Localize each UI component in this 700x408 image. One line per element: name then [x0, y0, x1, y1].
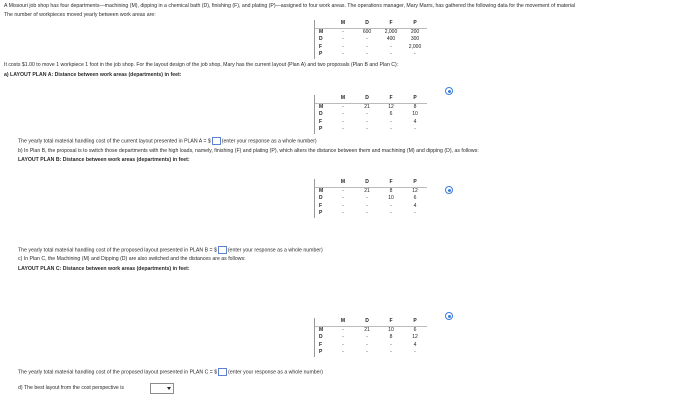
plan-a-answer-input[interactable]	[212, 137, 221, 145]
matrix-cell: -	[342, 334, 344, 341]
matrix-table	[315, 95, 427, 134]
matrix-cell: -	[342, 111, 344, 118]
matrix-cell: -	[342, 202, 344, 209]
matrix-row-label: D	[319, 36, 323, 43]
matrix-cell: 10	[412, 111, 418, 118]
matrix-cell: 12	[412, 187, 418, 194]
plan-c-answer-prefix: The yearly total material handling cost of the proposed layout presented in PLAN C = $	[18, 369, 218, 376]
plan-b-answer-input[interactable]	[218, 246, 227, 254]
matrix-col-header: F	[379, 318, 403, 326]
help-icon[interactable]	[445, 186, 453, 194]
matrix-row-label: F	[319, 43, 323, 50]
matrix-col-header: D	[355, 179, 379, 187]
plan-c-answer-input[interactable]	[218, 368, 227, 376]
plan-c-title: LAYOUT PLAN C: Distance between work areas (departments) in feet:	[18, 266, 190, 272]
matrix-row	[315, 349, 427, 357]
plan-a-answer-prefix: The yearly total material handling cost of the current layout presented in PLAN A = $	[18, 138, 211, 145]
plan-d-label: d) The best layout from the cost perspective is	[18, 385, 125, 391]
matrix-row-label: M	[319, 103, 324, 110]
matrix-header-row	[315, 95, 427, 103]
matrix-cell: 400	[386, 36, 396, 43]
intro-line-1: A Missouri job shop has four departments—machining (M), dipping in a chemical bath (D), finishing (F), and plating (P)—assigned to four work areas. The operations manager, Mary Marrs, has gathered the following data for the movement of material	[4, 3, 576, 9]
matrix-header-row	[315, 318, 427, 326]
matrix-cell: -	[414, 210, 416, 217]
plan-c-matrix	[314, 318, 427, 357]
matrix-col-header: P	[403, 95, 427, 103]
matrix-cell: -	[390, 349, 392, 356]
matrix-row	[315, 28, 427, 36]
matrix-row	[315, 103, 427, 111]
matrix-cell: -	[342, 103, 344, 110]
plan-b-answer-hint: (enter your response as a whole number)	[227, 247, 323, 254]
matrix-row-label: M	[319, 326, 324, 333]
plan-b-desc: b) In Plan B, the proposal is to switch those departments with the high loads, namely, finishing (F) and plating (P), which alters the distance between them and machining (M) and dipping (D), as follows:	[18, 148, 479, 154]
matrix-row-label: D	[319, 195, 323, 202]
matrix-col-header: D	[355, 318, 379, 326]
matrix-cell: 4	[413, 118, 417, 125]
plan-a-matrix	[314, 95, 427, 134]
matrix-cell: -	[390, 51, 392, 58]
matrix-cell: 21	[364, 103, 370, 110]
matrix-row-label: F	[319, 118, 323, 125]
matrix-cell: 6	[389, 111, 393, 118]
matrix-col-header: P	[403, 179, 427, 187]
matrix-cell: 21	[364, 187, 370, 194]
matrix-cell: 8	[389, 334, 393, 341]
matrix-cell: 8	[413, 103, 417, 110]
matrix-col-header: F	[379, 179, 403, 187]
matrix-cell: 6	[413, 326, 417, 333]
matrix-table	[315, 318, 427, 357]
matrix-cell: -	[390, 118, 392, 125]
matrix-cell: -	[390, 210, 392, 217]
matrix-row	[315, 195, 427, 203]
matrix-cell: -	[366, 210, 368, 217]
matrix-cell: -	[366, 43, 368, 50]
matrix-cell: 600	[362, 28, 372, 35]
flow-matrix	[314, 20, 427, 59]
matrix-cell: -	[366, 118, 368, 125]
matrix-row-label: P	[319, 210, 323, 217]
matrix-row-label: D	[319, 334, 323, 341]
matrix-cell: 300	[410, 36, 420, 43]
matrix-cell: 6	[413, 195, 417, 202]
matrix-corner	[315, 95, 331, 103]
plan-a-answer-line	[18, 137, 317, 145]
matrix-col-header: P	[403, 318, 427, 326]
matrix-row	[315, 342, 427, 350]
matrix-cell: 200	[410, 28, 420, 35]
plan-b-answer-prefix: The yearly total material handling cost of the proposed layout presented in PLAN B = $	[18, 247, 217, 254]
matrix-cell: -	[342, 341, 344, 348]
matrix-row-label: F	[319, 202, 323, 209]
matrix-col-header: M	[331, 95, 355, 103]
matrix-row	[315, 210, 427, 218]
matrix-cell: 21	[364, 326, 370, 333]
matrix-cell: -	[342, 349, 344, 356]
matrix-row-label: D	[319, 111, 323, 118]
matrix-cell: -	[414, 349, 416, 356]
matrix-cell: -	[366, 111, 368, 118]
matrix-row-label: P	[319, 126, 323, 133]
matrix-row	[315, 126, 427, 134]
matrix-cell: 8	[389, 187, 393, 194]
matrix-row	[315, 36, 427, 44]
best-layout-dropdown[interactable]	[150, 383, 174, 394]
matrix-cell: -	[342, 118, 344, 125]
matrix-col-header: D	[355, 20, 379, 28]
matrix-cell: 10	[388, 326, 394, 333]
matrix-corner	[315, 318, 331, 326]
matrix-cell: 12	[412, 334, 418, 341]
matrix-col-header: M	[331, 179, 355, 187]
matrix-cell: -	[390, 43, 392, 50]
matrix-cell: -	[366, 195, 368, 202]
matrix-row	[315, 111, 427, 119]
help-icon[interactable]	[445, 87, 453, 95]
cost-note: It costs $1.00 to move 1 workpiece 1 foot in the job shop. For the layout design of the job shop, Mary has the current layout (Plan A) and two proposals (Plan B and Plan C):	[4, 62, 399, 68]
matrix-table	[315, 179, 427, 218]
plan-b-answer-line	[18, 246, 323, 254]
matrix-row-label: P	[319, 51, 323, 58]
matrix-cell: -	[414, 126, 416, 133]
intro-line-2: The number of workpieces moved yearly between work areas are:	[4, 12, 156, 18]
matrix-table	[315, 20, 427, 59]
matrix-cell: -	[366, 349, 368, 356]
matrix-cell: -	[366, 51, 368, 58]
plan-c-desc: c) In Plan C, the Machining (M) and Dipping (D) are also switched and the distances are as follows:	[18, 256, 246, 262]
matrix-col-header: P	[403, 20, 427, 28]
matrix-row	[315, 203, 427, 211]
matrix-cell: -	[366, 202, 368, 209]
matrix-cell: 2,000	[384, 28, 398, 35]
plan-c-answer-line	[18, 368, 323, 376]
matrix-cell: -	[342, 126, 344, 133]
matrix-cell: 2,000	[408, 43, 422, 50]
chevron-down-icon	[167, 387, 171, 390]
matrix-col-header: F	[379, 20, 403, 28]
matrix-cell: 4	[413, 341, 417, 348]
matrix-cell: -	[342, 28, 344, 35]
plan-a-title: a) LAYOUT PLAN A: Distance between work areas (departments) in feet:	[4, 72, 182, 78]
matrix-cell: 12	[388, 103, 394, 110]
matrix-cell: -	[414, 51, 416, 58]
matrix-cell: -	[342, 51, 344, 58]
matrix-row-label: P	[319, 349, 323, 356]
matrix-cell: -	[390, 341, 392, 348]
matrix-corner	[315, 20, 331, 28]
matrix-cell: -	[390, 126, 392, 133]
matrix-cell: -	[366, 341, 368, 348]
matrix-row-label: M	[319, 187, 324, 194]
matrix-row	[315, 51, 427, 59]
matrix-cell: -	[342, 36, 344, 43]
matrix-corner	[315, 179, 331, 187]
matrix-cell: -	[366, 36, 368, 43]
matrix-cell: -	[342, 43, 344, 50]
matrix-cell: 10	[388, 195, 394, 202]
matrix-row	[315, 334, 427, 342]
matrix-row	[315, 187, 427, 195]
matrix-header-row	[315, 179, 427, 187]
matrix-col-header: D	[355, 95, 379, 103]
matrix-col-header: F	[379, 95, 403, 103]
matrix-col-header: M	[331, 20, 355, 28]
matrix-cell: -	[366, 126, 368, 133]
matrix-cell: -	[390, 202, 392, 209]
matrix-col-header: M	[331, 318, 355, 326]
plan-b-title: LAYOUT PLAN B: Distance between work areas (departments) in feet:	[18, 157, 190, 163]
matrix-header-row	[315, 20, 427, 28]
matrix-cell: 4	[413, 202, 417, 209]
matrix-row	[315, 44, 427, 52]
matrix-cell: -	[342, 326, 344, 333]
plan-b-matrix	[314, 179, 427, 218]
matrix-cell: -	[342, 195, 344, 202]
plan-c-answer-hint: (enter your response as a whole number)	[228, 369, 323, 376]
matrix-cell: -	[342, 210, 344, 217]
matrix-row	[315, 326, 427, 334]
matrix-row-label: F	[319, 341, 323, 348]
help-icon[interactable]	[445, 312, 453, 320]
matrix-row	[315, 119, 427, 127]
matrix-cell: -	[342, 187, 344, 194]
plan-a-answer-hint: (enter your response as a whole number)	[221, 138, 317, 145]
matrix-row-label: M	[319, 28, 324, 35]
matrix-cell: -	[366, 334, 368, 341]
